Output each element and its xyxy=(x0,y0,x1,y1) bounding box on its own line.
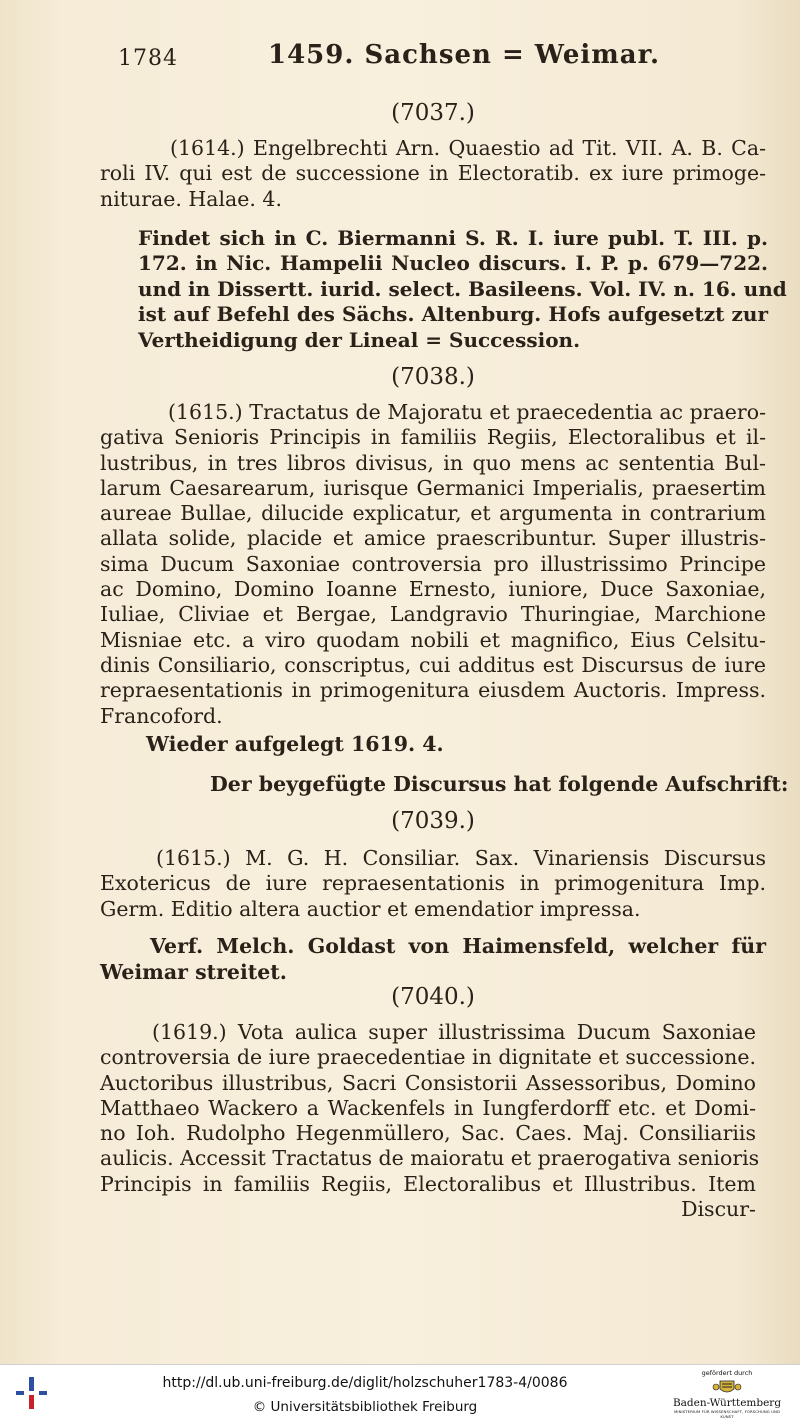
text-line: Francoford. xyxy=(100,703,223,728)
entry-7039-note xyxy=(150,934,766,959)
entry-7040-citation xyxy=(100,1020,760,1222)
text-line: Vertheidigung der Lineal = Succession. xyxy=(138,327,581,352)
entry-7038-reprint xyxy=(146,732,766,757)
text-line: Iuliae, Cliviae et Bergae, Landgravio Thuringiae, Marchione xyxy=(100,602,766,627)
text-line: dinis Consiliario, conscriptus, cui additus est Discursus de iure xyxy=(100,652,766,677)
permalink-link[interactable]: http://dl.ub.uni-freiburg.de/diglit/holzschuher1783-4/0086 xyxy=(162,1375,568,1391)
text-line: ist auf Befehl des Sächs. Altenburg. Hofs aufgesetzt zur xyxy=(138,302,768,327)
text-line: Matthaeo Wackero a Wackenfels in Iungferdorff etc. et Domi- xyxy=(100,1095,756,1120)
entry-7040 xyxy=(100,984,766,1010)
entry-number: (7038.) xyxy=(391,364,475,390)
page-header xyxy=(118,40,750,80)
entry-number: (7039.) xyxy=(391,808,475,834)
entry-7038 xyxy=(100,364,766,390)
text-line: (1619.) Vota aulica super illustrissima Ducum Saxoniae xyxy=(152,1020,756,1044)
entry-7038-subtitle xyxy=(210,772,789,797)
sponsor-subtitle: MINISTERIUM FÜR WISSENSCHAFT, FORSCHUNG UND KUNST xyxy=(674,1409,780,1419)
text-line: Wieder aufgelegt 1619. 4. xyxy=(146,732,444,756)
sponsor-logo xyxy=(672,1369,782,1419)
text-line: larum Caesarearum, iurisque Germanici Imperialis, praesertim xyxy=(100,475,766,500)
running-title: 1459. Sachsen = Weimar. xyxy=(268,40,661,70)
text-line: 172. in Nic. Hampelii Nucleo discurs. I. P. p. 679—722. xyxy=(138,251,768,276)
text-line: Findet sich in C. Biermanni S. R. I. iure publ. T. III. p. xyxy=(138,226,768,250)
text-line: (1615.) Tractatus de Majoratu et praecedentia ac praero- xyxy=(168,400,766,424)
text-line: (1615.) M. G. H. Consiliar. Sax. Vinariensis Discursus xyxy=(156,846,766,870)
text-line: Der beygefügte Discursus hat folgende Aufschrift: xyxy=(210,772,789,796)
text-line: Principis in familiis Regiis, Electoralibus et Illustribus. Item xyxy=(100,1171,756,1196)
text-line: sima Ducum Saxoniae controversia pro illustrissimo Principe xyxy=(100,551,766,576)
text-line: roli IV. qui est de successione in Electoratib. ex iure primoge- xyxy=(100,161,766,186)
text-line: gativa Senioris Principis in familiis Regiis, Electoralibus et il- xyxy=(100,425,766,450)
text-line: Verf. Melch. Goldast von Haimensfeld, welcher für xyxy=(150,934,766,958)
text-line: Exotericus de iure repraesentationis in primogenitura Imp. xyxy=(100,871,766,896)
entry-7037-citation xyxy=(100,136,766,212)
text-line: und in Dissertt. iurid. select. Basileens. Vol. IV. n. 16. und xyxy=(138,276,787,301)
coat-of-arms-icon xyxy=(712,1378,742,1396)
text-line: no Ioh. Rudolpho Hegenmüllero, Sac. Caes. Maj. Consiliariis xyxy=(100,1121,756,1146)
copyright-text: © Universitätsbibliothek Freiburg xyxy=(252,1399,478,1415)
entry-7039 xyxy=(100,808,766,834)
text-line: aureae Bullae, dilucide explicatur, et argumenta in contrarium xyxy=(100,501,766,526)
entry-7039-citation xyxy=(100,846,766,922)
page-number: 1784 xyxy=(118,46,178,71)
text-line: controversia de iure praecedentiae in dignitate et successione. xyxy=(100,1045,756,1070)
sponsor-name: Baden-Württemberg xyxy=(672,1397,782,1409)
entry-7038-citation xyxy=(100,400,766,729)
entry-number: (7040.) xyxy=(391,984,475,1010)
text-line: ac Domino, Domino Ioanne Ernesto, iuniore, Duce Saxoniae, xyxy=(100,577,766,602)
viewer-footer xyxy=(0,1364,800,1421)
text-line: Weimar streitet. xyxy=(100,960,287,984)
text-line: niturae. Halae. 4. xyxy=(100,186,282,211)
text-line: repraesentationis in primogenitura eiusdem Auctoris. Impress. xyxy=(100,678,766,703)
entry-7037 xyxy=(100,100,766,126)
catchword: Discur- xyxy=(681,1197,756,1222)
text-line: Auctoribus illustribus, Sacri Consistorii Assessoribus, Domino xyxy=(100,1070,756,1095)
text-line: lustribus, in tres libros divisus, in quo mens ac sententia Bul- xyxy=(100,450,766,475)
sponsor-label: gefördert durch xyxy=(701,1369,753,1377)
entry-7039-note-cont xyxy=(100,960,766,985)
entry-number: (7037.) xyxy=(391,100,475,126)
text-line: Germ. Editio altera auctior et emendatior impressa. xyxy=(100,896,641,921)
entry-7037-note xyxy=(138,226,787,353)
text-line: allata solide, placide et amice praescribuntur. Super illustris- xyxy=(100,526,766,551)
text-line: Misniae etc. a viro quodam nobili et magnifico, Eius Celsitu- xyxy=(100,627,766,652)
text-line: aulicis. Accessit Tractatus de maioratu et praerogativa senioris xyxy=(100,1146,760,1171)
text-line: (1614.) Engelbrechti Arn. Quaestio ad Tit. VII. A. B. Ca- xyxy=(170,136,766,160)
